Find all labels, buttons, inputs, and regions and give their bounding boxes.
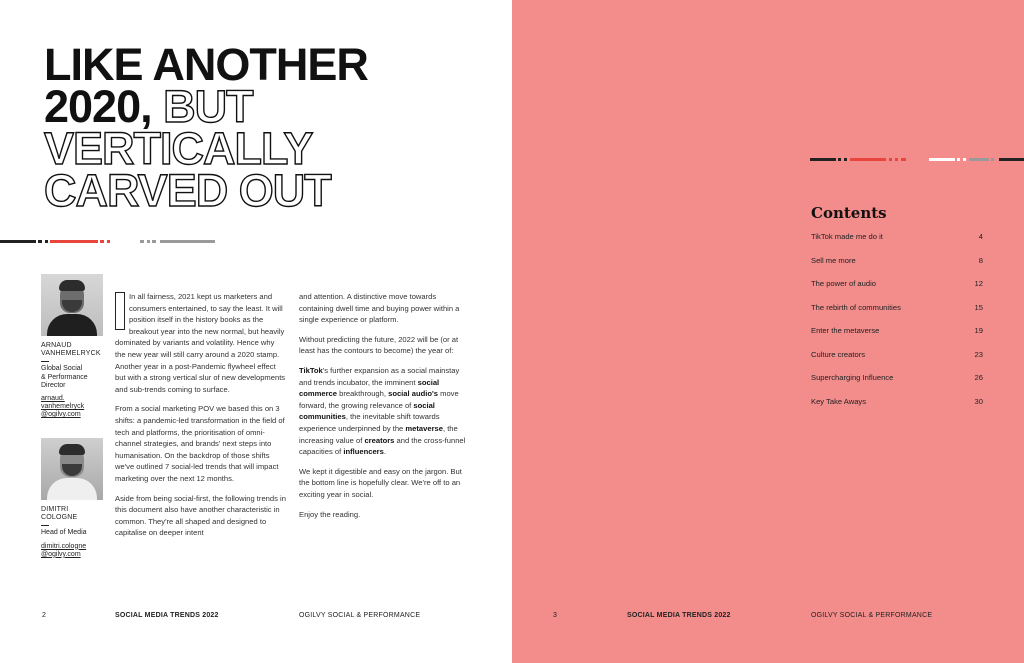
author-card-2 xyxy=(41,438,113,559)
text-run: and the cross-funnel capacities of xyxy=(299,435,466,457)
paragraph: From a social marketing POV we based this on 3 shifts: a pandemic-led transformation in the field of tech and platforms, the prioritisation of omni-channel strategies, and brands' next steps into humanisation. On the backdrop of those shifts we've outlined 7 social-led trends that will impact marketing over the next 12 months. xyxy=(115,404,285,483)
text-run: , the increasing value of xyxy=(299,423,458,445)
photo-body-shape xyxy=(47,314,97,336)
toc-item[interactable] xyxy=(811,256,983,280)
headline xyxy=(44,39,368,216)
highlight-creators: creators xyxy=(364,435,395,445)
photo-body-shape xyxy=(47,478,97,500)
toc-label: Enter the metaverse xyxy=(811,326,880,335)
author-name-line: ARNAUD xyxy=(41,342,72,349)
toc-label: The power of audio xyxy=(811,279,877,288)
highlight-tiktok: TikTok xyxy=(299,365,323,375)
paragraph: We kept it digestible and easy on the jargon. But the bottom line is hopefully clear. We're off to an exciting year in social. xyxy=(299,466,462,499)
text-run: 's further expansion as a social mainstay and trends incubator, the imminent xyxy=(299,365,460,387)
headline-line2 xyxy=(44,81,368,132)
toc-page: 26 xyxy=(974,373,983,382)
decorative-bar-left xyxy=(0,240,215,243)
author-name-line: DIMITRI xyxy=(41,506,69,513)
author-name xyxy=(41,506,113,522)
toc-label: TikTok made me do it xyxy=(811,232,883,241)
page-number-left: 2 xyxy=(42,612,47,619)
paragraph: and attention. A distinctive move towards containing dwell time and buying power within a single experience or platform. xyxy=(299,292,460,325)
paragraph: Aside from being social-first, the following trends in this document also have another characteristic in common. They're all shaped and designed to capitalise on deeper intent xyxy=(115,493,286,538)
toc-page: 19 xyxy=(974,326,983,335)
toc-page: 15 xyxy=(974,302,983,312)
author-email-link[interactable] xyxy=(41,395,113,420)
highlight-social-communities: social communities xyxy=(299,400,435,422)
divider xyxy=(41,361,49,362)
author-photo xyxy=(41,274,103,336)
author-role-line: & Performance xyxy=(41,373,88,381)
text-run: breakthrough, xyxy=(337,389,389,399)
toc-item[interactable] xyxy=(811,373,983,397)
drop-cap-frame xyxy=(115,292,125,330)
text-run: . xyxy=(383,447,386,457)
toc-label: Sell me more xyxy=(811,255,856,265)
author-email-line: vanhemelryck xyxy=(41,403,85,411)
author-email-line: dimitri.cologne xyxy=(41,542,87,550)
body-column-2 xyxy=(299,291,469,528)
paragraph: Without predicting the future, 2022 will be (or at least has the contours to become) the year of: xyxy=(299,334,459,356)
toc-item[interactable] xyxy=(811,350,983,374)
author-role xyxy=(41,529,113,537)
toc-item[interactable] xyxy=(811,303,983,327)
headline-line4: CARVED OUT xyxy=(44,165,331,216)
paragraph xyxy=(115,291,287,395)
toc-page: 8 xyxy=(978,255,983,265)
headline-line3: VERTICALLY xyxy=(44,123,313,174)
paragraph-text: In all fairness, 2021 kept us marketers and consumers entertained, to say the least. It will position itself in the history books as the breakout year into the new normal, but heavily dominated by variants and volatility. Hence why the new year will still carry around a 2020 stamp. Another year in a post-Pandemic flywheel effect but with a strong vertical slur of new developments and sub-trends coming to surface. xyxy=(115,292,286,394)
toc-label: Supercharging Influence xyxy=(811,373,894,382)
author-role-line: Director xyxy=(41,381,66,389)
author-card-1 xyxy=(41,274,113,420)
author-role-line: Global Social xyxy=(41,365,83,373)
decorative-bar-right-2 xyxy=(929,158,1024,161)
author-email-line: arnaud. xyxy=(41,395,65,403)
highlight-social-audio: social audio's xyxy=(388,389,439,399)
divider xyxy=(41,525,49,526)
toc-page: 4 xyxy=(978,232,983,241)
paragraph-year-of xyxy=(299,365,469,458)
text-run: , the inevitable shift towards experience underpinned by the xyxy=(299,412,440,433)
footer-agency-left: OGILVY SOCIAL & PERFORMANCE xyxy=(299,612,421,619)
author-role-line: Head of Media xyxy=(41,529,87,537)
photo-hair-shape xyxy=(59,280,85,291)
headline-line1: LIKE ANOTHER xyxy=(44,39,368,90)
author-email-line: @ogilvy.com xyxy=(41,411,81,419)
footer-title-left: SOCIAL MEDIA TRENDS 2022 xyxy=(115,612,219,619)
toc-item[interactable] xyxy=(811,232,983,256)
author-email-link[interactable] xyxy=(41,543,113,559)
author-photo xyxy=(41,438,103,500)
paragraph: Enjoy the reading. xyxy=(299,509,361,519)
headline-line2-outline: BUT xyxy=(151,81,253,132)
author-email-line: @ogilvy.com xyxy=(41,550,81,558)
toc-item[interactable] xyxy=(811,397,983,421)
toc-page: 23 xyxy=(974,349,983,359)
highlight-social-commerce: social commerce xyxy=(299,377,440,399)
highlight-metaverse: metaverse xyxy=(405,423,443,433)
toc-label: Culture creators xyxy=(811,349,866,359)
contents-title: Contents xyxy=(811,204,887,222)
toc-label: The rebirth of communities xyxy=(811,302,901,312)
decorative-bar-right-1 xyxy=(810,158,906,161)
toc-label: Key Take Aways xyxy=(811,396,867,406)
author-name xyxy=(41,342,113,358)
toc-item[interactable] xyxy=(811,279,983,303)
author-role xyxy=(41,365,113,390)
body-column-1 xyxy=(115,291,287,547)
headline-line2-solid: 2020, xyxy=(44,81,152,132)
photo-hair-shape xyxy=(59,444,85,455)
table-of-contents xyxy=(811,232,983,420)
highlight-influencers: influencers xyxy=(343,447,384,457)
toc-page: 12 xyxy=(974,279,983,288)
toc-item[interactable] xyxy=(811,326,983,350)
footer-agency-right: OGILVY SOCIAL & PERFORMANCE xyxy=(811,612,933,619)
author-name-line: VANHEMELRYCK xyxy=(41,350,101,358)
page-number-right: 3 xyxy=(553,612,558,619)
footer-title-right: SOCIAL MEDIA TRENDS 2022 xyxy=(627,612,731,619)
toc-page: 30 xyxy=(974,396,983,406)
text-run: move forward, the growing relevance of xyxy=(299,389,459,410)
author-name-line: COLOGNE xyxy=(41,514,78,522)
